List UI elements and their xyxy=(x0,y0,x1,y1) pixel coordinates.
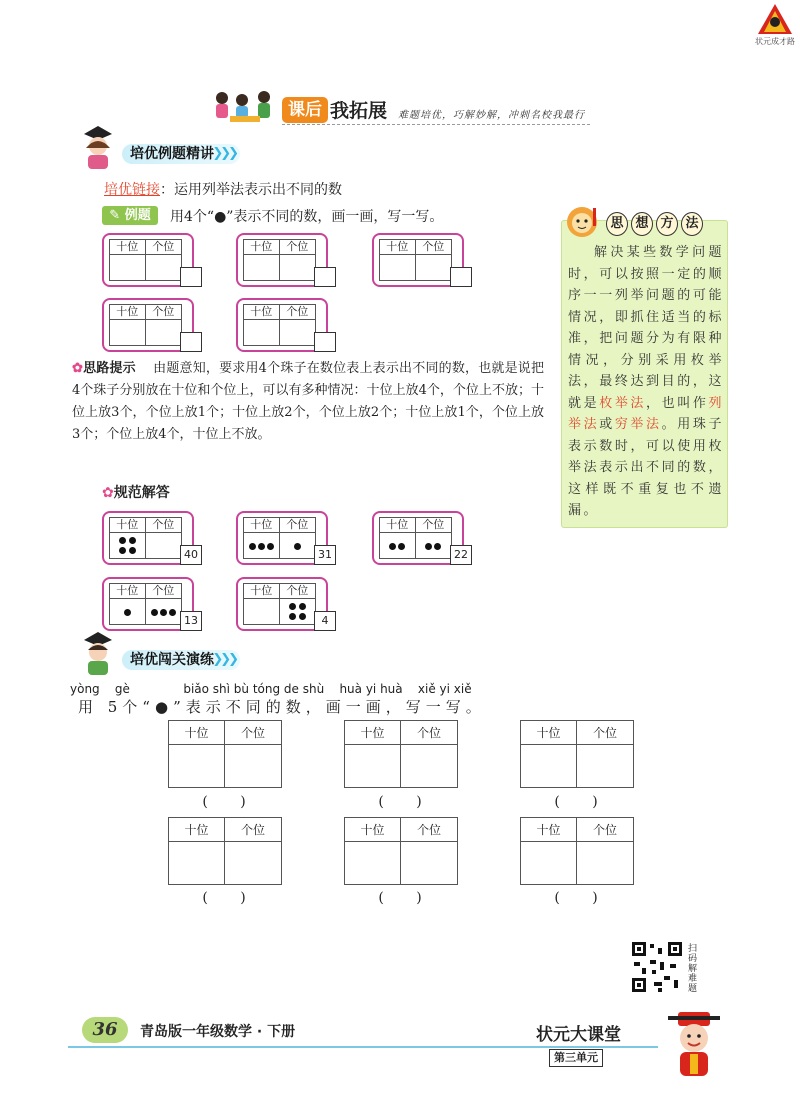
answer-board: 十位 个位 31 xyxy=(236,511,328,565)
hint-paragraph xyxy=(72,358,544,446)
chevrons-icon: ❯❯❯ xyxy=(212,652,236,667)
brand-name: 状元大课堂 xyxy=(536,1025,621,1045)
ones-cell xyxy=(280,599,316,624)
banner-tag: 课后 xyxy=(282,97,328,123)
example-board: 十位 个位 xyxy=(236,298,328,352)
publisher-logo xyxy=(752,2,798,50)
ones-cell xyxy=(146,533,182,558)
example-question: 用4个“●”表示不同的数，画一画，写一写。 xyxy=(170,209,444,225)
book-title: 青岛版一年级数学 · 下册 xyxy=(140,1024,296,1040)
qr-label: 扫码解难题 xyxy=(688,944,698,994)
answer-number: 31 xyxy=(314,545,336,565)
link-text: 运用列举法表示出不同的数 xyxy=(174,182,342,198)
logo-caption: 状元成才路 xyxy=(755,37,795,46)
bead xyxy=(267,543,274,550)
answer-number: 4 xyxy=(314,611,336,631)
answer-board: 十位 个位 40 xyxy=(102,511,194,565)
ones-cell xyxy=(416,533,452,558)
section-header-practice xyxy=(78,648,278,670)
example-board: 十位 个位 xyxy=(102,233,194,287)
doctor-girl-icon xyxy=(78,124,118,170)
method-text: 解决某些数学问题时，可以按照一定的顺序一一列举问题的可能情况，即抓住适当的标准，把问题分为有限种情况，分别采用枚举法，最终达到目的，这就是枚举法，也叫作列举法或穷举法。用珠子表示数时，可以使用枚举法表示出不同的数，这样既不重复也不遗漏。 xyxy=(568,245,724,518)
bead xyxy=(129,547,136,554)
hint-text: 由题意知，要求用4个珠子在数位表上表示出不同的数，也就是说把4个珠子分别放在十位和个位上，可以有多种情况：十位上放4个，个位上不放；十位上放3个，个位上放1个；十位上放2个，个位上放2个；十位上放1个，个位上放3个；个位上放4个，十位上不放。 xyxy=(72,361,544,442)
answer-blank[interactable]: ( ) xyxy=(202,794,246,810)
flower-icon: ✿ xyxy=(72,361,84,376)
bead xyxy=(289,603,296,610)
bead xyxy=(294,543,301,550)
example-board: 十位 个位 xyxy=(372,233,464,287)
answer-box[interactable] xyxy=(450,267,472,287)
bead xyxy=(289,613,296,620)
qr-code-icon[interactable] xyxy=(630,940,684,994)
bead xyxy=(389,543,396,550)
answer-blank[interactable]: ( ) xyxy=(554,890,598,906)
link-label: 培优链接 xyxy=(104,182,160,198)
chevrons-icon: ❯❯❯ xyxy=(212,146,236,161)
ones-cell xyxy=(280,533,316,558)
section-title: 培优例题精讲 ❯❯❯ xyxy=(122,144,240,164)
answer-box[interactable] xyxy=(180,332,202,352)
example-badge: ✎ 例题 xyxy=(102,206,158,225)
ones-cell xyxy=(146,599,182,624)
practice-table: 十位 个位 xyxy=(344,720,458,788)
unit-label: 第三单元 xyxy=(549,1049,603,1067)
kids-illustration xyxy=(210,88,278,124)
bead xyxy=(129,537,136,544)
bead xyxy=(119,537,126,544)
tens-cell xyxy=(244,599,280,624)
footer-divider xyxy=(68,1046,658,1048)
method-title: 思 想 方 法 xyxy=(606,212,703,236)
example-board: 十位 个位 xyxy=(236,233,328,287)
answer-board: 十位 个位 22 xyxy=(372,511,464,565)
exercise-question: 用 5个“●”表示不同的数，画一画，写一写。 xyxy=(78,698,486,716)
section-header-examples xyxy=(78,142,278,164)
bead xyxy=(425,543,432,550)
flower-icon: ✿ xyxy=(102,485,114,501)
tens-cell xyxy=(110,599,146,624)
bead xyxy=(249,543,256,550)
bead xyxy=(119,547,126,554)
tens-cell xyxy=(244,533,280,558)
doctor-boy-icon xyxy=(78,630,118,676)
answer-label: ✿规范解答 xyxy=(102,485,170,501)
banner-subtitle: 难题培优，巧解妙解，冲刺名校我最行 xyxy=(398,110,585,121)
banner-title: 我拓展 xyxy=(330,100,388,122)
practice-table: 十位 个位 xyxy=(344,817,458,885)
pinyin-line: yòng gè biǎo shì bù tóng de shù huà yi huà xiě yi xiě xyxy=(70,682,472,696)
hint-label: 思路提示 xyxy=(83,361,136,376)
page-number: 36 xyxy=(82,1017,128,1043)
answer-box[interactable] xyxy=(314,267,336,287)
bead xyxy=(299,603,306,610)
answer-box[interactable] xyxy=(180,267,202,287)
section-title: 培优闯关演练 ❯❯❯ xyxy=(122,650,240,670)
answer-box[interactable] xyxy=(314,332,336,352)
bead xyxy=(124,609,131,616)
answer-board: 十位 个位 13 xyxy=(102,577,194,631)
bead xyxy=(299,613,306,620)
bead xyxy=(434,543,441,550)
answer-blank[interactable]: ( ) xyxy=(554,794,598,810)
answer-board: 十位 个位 4 xyxy=(236,577,328,631)
bead xyxy=(151,609,158,616)
answer-blank[interactable]: ( ) xyxy=(202,890,246,906)
tens-cell xyxy=(380,533,416,558)
answer-number: 22 xyxy=(450,545,472,565)
example-board: 十位 个位 xyxy=(102,298,194,352)
bead xyxy=(169,609,176,616)
practice-table: 十位 个位 xyxy=(168,720,282,788)
practice-table: 十位 个位 xyxy=(520,817,634,885)
bead xyxy=(160,609,167,616)
scholar-mascot-icon xyxy=(666,1008,722,1082)
bead xyxy=(398,543,405,550)
logo-icon xyxy=(756,2,794,36)
practice-table: 十位 个位 xyxy=(520,720,634,788)
bead xyxy=(258,543,265,550)
link-line: 培优链接：运用列举法表示出不同的数 xyxy=(104,182,342,198)
answer-number: 13 xyxy=(180,611,202,631)
tens-cell xyxy=(110,533,146,558)
banner-divider xyxy=(282,124,590,126)
lion-mascot-icon xyxy=(563,204,601,244)
answer-number: 40 xyxy=(180,545,202,565)
answer-blank[interactable]: ( ) xyxy=(378,794,422,810)
answer-blank[interactable]: ( ) xyxy=(378,890,422,906)
practice-table: 十位 个位 xyxy=(168,817,282,885)
